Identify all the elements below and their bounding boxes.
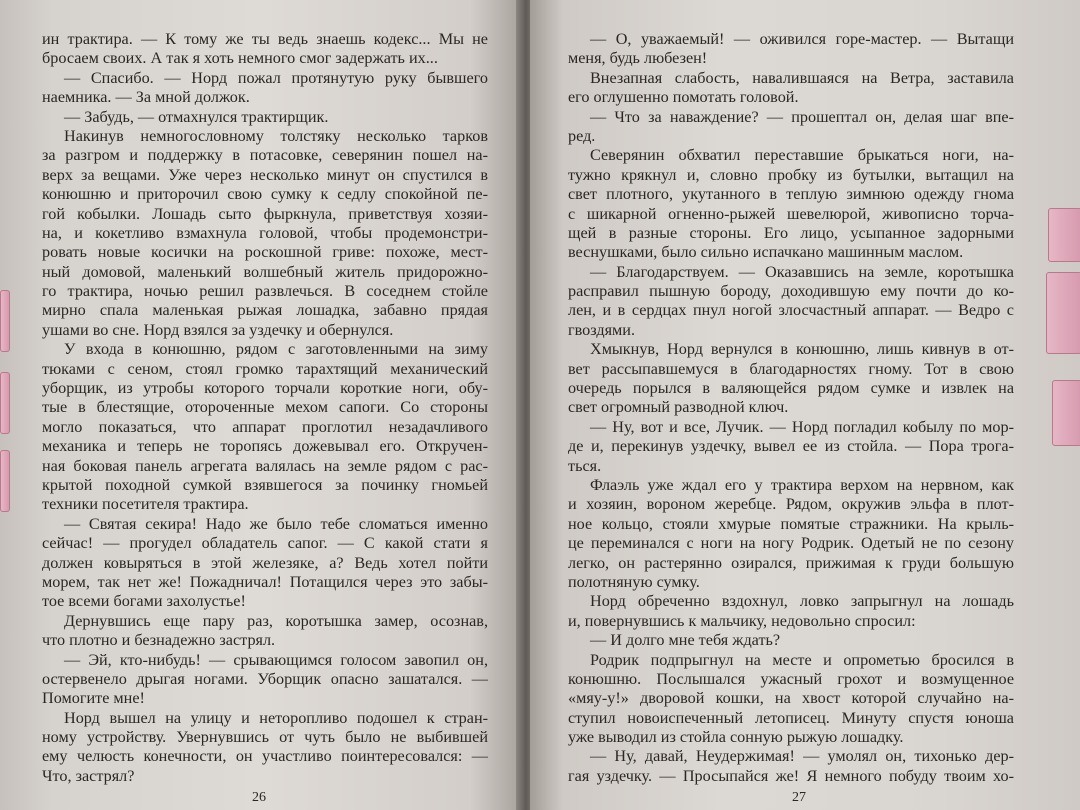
text-line: верх за вещами. Уже через несколько минут он спустился в [42,165,488,184]
text-line: гой кобылки. Лошадь сыто фыркнула, приветствуя хозяи- [42,204,488,223]
text-line: тые в блестящие, отороченные мехом сапоги. Со стороны [42,398,488,417]
text-line: Дернувшись еще пару раз, коротышка замер, осознав, [64,611,488,630]
text-line: свет плотного, укутанного в теплую зимнюю одежду гнома [568,185,1014,204]
text-line: — Забудь, — отмахнулся трактирщик. [64,107,329,126]
text-line: наемника. — За мной должок. [42,88,250,107]
text-line: расправил пышную бороду, доходившую ему почти до ко- [568,282,1014,301]
text-line: гвоздями. [568,320,636,339]
text-line: «мяу-у!» дворовой кошки, на хвост которой случайно на- [568,689,1014,708]
text-line: ться. [568,456,602,475]
text-line: У входа в конюшню, рядом с заготовленными на зиму [64,340,488,359]
text-line: что плотно и безнадежно застрял. [42,631,276,650]
text-line: ин трактира. — К тому же ты ведь знаешь кодекс... Мы не [42,30,488,48]
text-line: Норд вышел на улицу и неторопливо подошел к стран- [64,708,488,727]
text-line: ему челюсть конечности, он участливо поинтересовался: — [42,747,488,766]
text-line: за разгром и поддержку в потасовке, северянин пошел на- [42,146,488,165]
text-line: Накинув немногословному толстяку несколько тарков [64,126,488,145]
text-line: вет рассыпавшемуся в благодарностях гному. Тот в свою [568,359,1014,378]
text-line: Хмыкнув, Норд вернулся в конюшню, лишь кивнув в от- [590,340,1014,359]
text-line: Норд обреченно вздохнул, ловко запрыгнул на лошадь [590,592,1014,611]
left-page [0,0,522,810]
text-line: техники посетителя трактира. [42,495,249,514]
text-line: — Что за наваждение? — прошептал он, делая шаг впе- [590,107,1014,126]
text-line: должен ковыряться в этой железяке, а? Ведь хотел пойти [42,553,488,572]
text-line: Родрик подпрыгнул на месте и опрометью бросился в [590,650,1014,669]
right-page-text [568,30,1014,786]
text-line: легко, он растерянно озирался, прижимая к груди большую [568,553,1014,572]
text-line: ровать новые косички на роскошной гриве: похоже, мест- [42,243,488,262]
text-line: Помогите мне! [42,689,145,708]
left-sticky-tab-middle [0,372,10,434]
text-line: щей в разные стороны. Его лицо, усыпанное задорными [568,223,1014,242]
text-line: морем, так нет же! Пожадничал! Потащился через это забы- [42,572,488,591]
text-line: лен, и в сердцах пнул ногой злосчастный аппарат. — Ведро с [568,301,1014,320]
text-line: ному устройству. Увернувшись от чуть было не выбившей [42,728,488,747]
text-line: очередь порылся в валяющейся рядом сумке и извлек на [568,379,1014,398]
left-page-text [42,30,488,786]
text-line: ный домовой, маленький волшебный житель придорожно- [42,262,488,281]
text-line: Северянин обхватил переставшие брыкаться ноги, на- [590,146,1014,165]
text-line: сейчас! — прогудел обладатель сапог. — С какой стати я [42,534,488,553]
text-line: це переминался с ноги на ногу Родрик. Одетый не по сезону [568,534,1014,553]
text-line: его оглушенно помотать головой. [568,88,799,107]
text-line: и хозяин, вороном жеребце. Рядом, окружив эльфа в плот- [568,495,1014,514]
text-line: — Спасибо. — Норд пожал протянутую руку бывшего [64,68,488,87]
text-line: го трактира, ночью решил развлечься. В соседнем стойле [42,282,488,301]
text-line: — И долго мне тебя ждать? [590,631,781,650]
text-line: полотняную сумку. [568,572,700,591]
text-line: — О, уважаемый! — оживился горе-мастер. — Вытащи [590,30,1014,48]
text-line: — Эй, кто-нибудь! — срывающимся голосом завопил он, [64,650,488,669]
text-line: на, и кокетливо взмахнула головой, чтобы продемонстри- [42,223,488,242]
text-line: уборщик, из утробы которого торчали короткие ноги, обу- [42,379,488,398]
text-line: веснушками, было сильно испачкано машинным маслом. [568,243,964,262]
text-line: меня, будь любезен! [568,49,708,68]
text-line: — Святая секира! Надо же было тебе сломаться именно [64,514,488,533]
right-page [530,0,1080,810]
text-line: крытой походной сумкой взявшегося за починку гномьей [42,475,488,494]
right-page-number: 27 [792,790,806,805]
text-line: и, повернувшись к мальчику, недовольно спросил: [568,611,916,630]
text-line: механика и теперь не торопясь дожевывал его. Откручен- [42,437,488,456]
text-line: свет огромный разводной ключ. [568,398,789,417]
text-line: — Ну, вот и все, Лучик. — Норд погладил кобылу по мор- [590,417,1014,436]
text-line: конюшню и приторочил свою сумку к седлу спокойной пе- [42,185,488,204]
left-page-number: 26 [252,790,266,805]
right-sticky-tab-top [1048,208,1080,262]
text-line: бросаем своих. А так я хоть немного смог задержать их... [42,49,438,68]
text-line: ред. [568,126,596,145]
text-line: Что, застрял? [42,766,135,785]
text-line: с шикарной огненно-рыжей шевелюрой, живописно торча- [568,204,1014,223]
text-line: конюшню. Послышался ужасный грохот и возмущенное [568,669,1014,688]
text-line: гая уздечку. — Просыпайся же! Я немного побуду твоим хо- [568,766,1014,785]
text-line: остервенело дрыгая ногами. Уборщик опасно зашатался. — [42,669,488,688]
text-line: ушами во сне. Норд взялся за уздечку и обернулся. [42,320,394,339]
left-sticky-tab-top [0,290,10,352]
text-line: — Ну, давай, Неудержимая! — умолял он, тихонько дер- [590,747,1014,766]
text-line: де и, перекинув уздечку, вывел ее из стойла. — Пора трога- [568,437,1014,456]
text-line: ступил новоиспеченный летописец. Минуту спустя юноша [568,708,1014,727]
text-line: тюками с сеном, стоял громко тарахтящий механический [42,359,488,378]
right-sticky-tab-middle [1046,272,1080,354]
text-line: уже выводил из стойла сонную рыжую лошадку. [568,728,904,747]
left-sticky-tab-bottom [0,450,10,512]
right-sticky-tab-bottom [1052,380,1080,446]
text-line: Внезапная слабость, навалившаяся на Ветра, заставила [590,68,1014,87]
text-line: ное кольцо, стояли хмурые помятые стражники. На крыль- [568,514,1014,533]
text-line: тое всеми богами захолустье! [42,592,246,611]
text-line: ная боковая панель агрегата валялась на земле рядом с рас- [42,456,488,475]
text-line: могло показаться, что аппарат проглотил незадачливого [42,417,488,436]
text-line: тужно крякнул и, словно пробку из бутылки, вытащил на [568,165,1014,184]
text-line: — Благодарствуем. — Оказавшись на земле, коротышка [590,262,1014,281]
text-line: Флаэль уже ждал его у трактира верхом на нервном, как [590,475,1014,494]
text-line: мирно спала маленькая рыжая лошадка, забавно прядая [42,301,488,320]
